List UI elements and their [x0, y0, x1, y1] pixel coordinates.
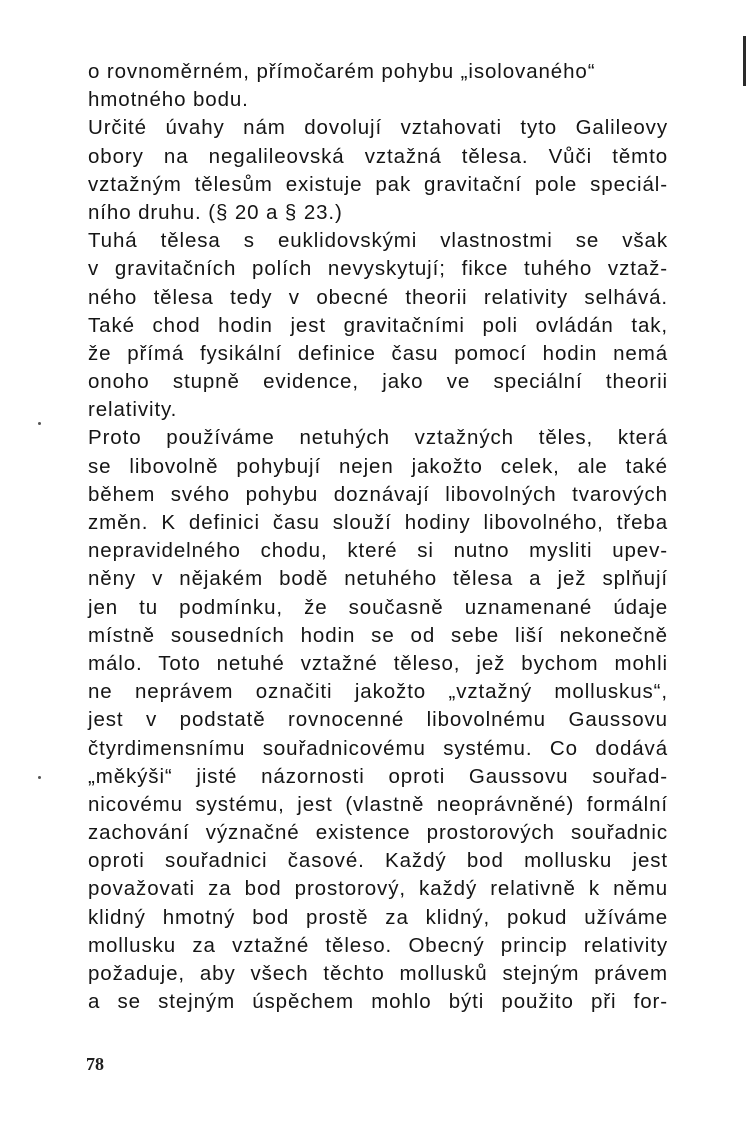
text-line: nicovému systému, jest (vlastně neoprávněné) formální [88, 792, 668, 816]
text-line: v gravitačních polích nevyskytují; fikce tuhého vztaž- [88, 257, 668, 281]
text-line: ného tělesa tedy v obecné theorii relativity selhává. [88, 285, 668, 309]
text-line: „měkýši“ jisté názornosti oproti Gaussovu souřad- [88, 764, 668, 788]
text-line: relativity. [88, 398, 178, 422]
text-line: místně sousedních hodin se od sebe liší nekonečně [88, 623, 668, 647]
scan-speck [38, 776, 41, 779]
text-line: Určité úvahy nám dovolují vztahovati tyto Galileovy [88, 116, 668, 140]
text-line: ne neprávem označiti jakožto „vztažný molluskus“, [88, 680, 668, 704]
text-line: o rovnoměrném, přímočarém pohybu „isolovaného“ [88, 60, 596, 83]
text-line: hmotného bodu. [88, 88, 249, 112]
text-line: oproti souřadnici časové. Každý bod mollusku jest [88, 849, 668, 873]
text-line: zachování význačné existence prostorových souřadnic [88, 821, 668, 845]
text-line: Tuhá tělesa s euklidovskými vlastnostmi se však [88, 229, 668, 253]
text-line: Také chod hodin jest gravitačními poli ovládán tak, [88, 313, 668, 337]
text-line: Proto používáme netuhých vztažných těles, která [88, 426, 668, 450]
text-line: obory na negalileovská vztažná tělesa. Vůči těmto [88, 144, 668, 168]
scan-speck [38, 422, 41, 425]
text-line: onoho stupně evidence, jako ve speciální theorii [88, 370, 668, 394]
text-line: jen tu podmínku, že současně uznamenané údaje [88, 595, 668, 619]
text-line: vztažným tělesům existuje pak gravitační pole speciál- [88, 172, 668, 196]
text-line: mollusku za vztažné těleso. Obecný princip relativity [88, 933, 668, 957]
text-line: se libovolně pohybují nejen jakožto celek, ale také [88, 454, 668, 478]
page-number: 78 [86, 1054, 104, 1074]
text-line: nepravidelného chodu, které si nutno mysliti upev- [88, 539, 668, 563]
text-line: změn. K definici času slouží hodiny libovolného, třeba [88, 511, 668, 534]
text-line: něny v nějakém bodě netuhého tělesa a jež splňují [88, 567, 668, 591]
body-text [88, 58, 668, 1016]
text-line: málo. Toto netuhé vztažné těleso, jež bychom mohli [88, 651, 668, 675]
text-line: a se stejným úspěchem mohlo býti použito při for- [88, 990, 668, 1014]
text-line: klidný hmotný bod prostě za klidný, pokud užíváme [88, 905, 668, 929]
text-line: požaduje, aby všech těchto mollusků stejným právem [88, 962, 668, 985]
text-line: ního druhu. (§ 20 a § 23.) [88, 200, 343, 224]
text-line: že přímá fysikální definice času pomocí hodin nemá [88, 341, 668, 365]
text-line: čtyrdimensnímu souřadnicovému systému. Co dodává [88, 736, 668, 760]
text-line: považovati za bod prostorový, každý relativně k němu [88, 877, 668, 901]
text-line: jest v podstatě rovnocenné libovolnému Gaussovu [88, 708, 668, 732]
text-line: během svého pohybu doznávají libovolných tvarových [88, 482, 668, 506]
